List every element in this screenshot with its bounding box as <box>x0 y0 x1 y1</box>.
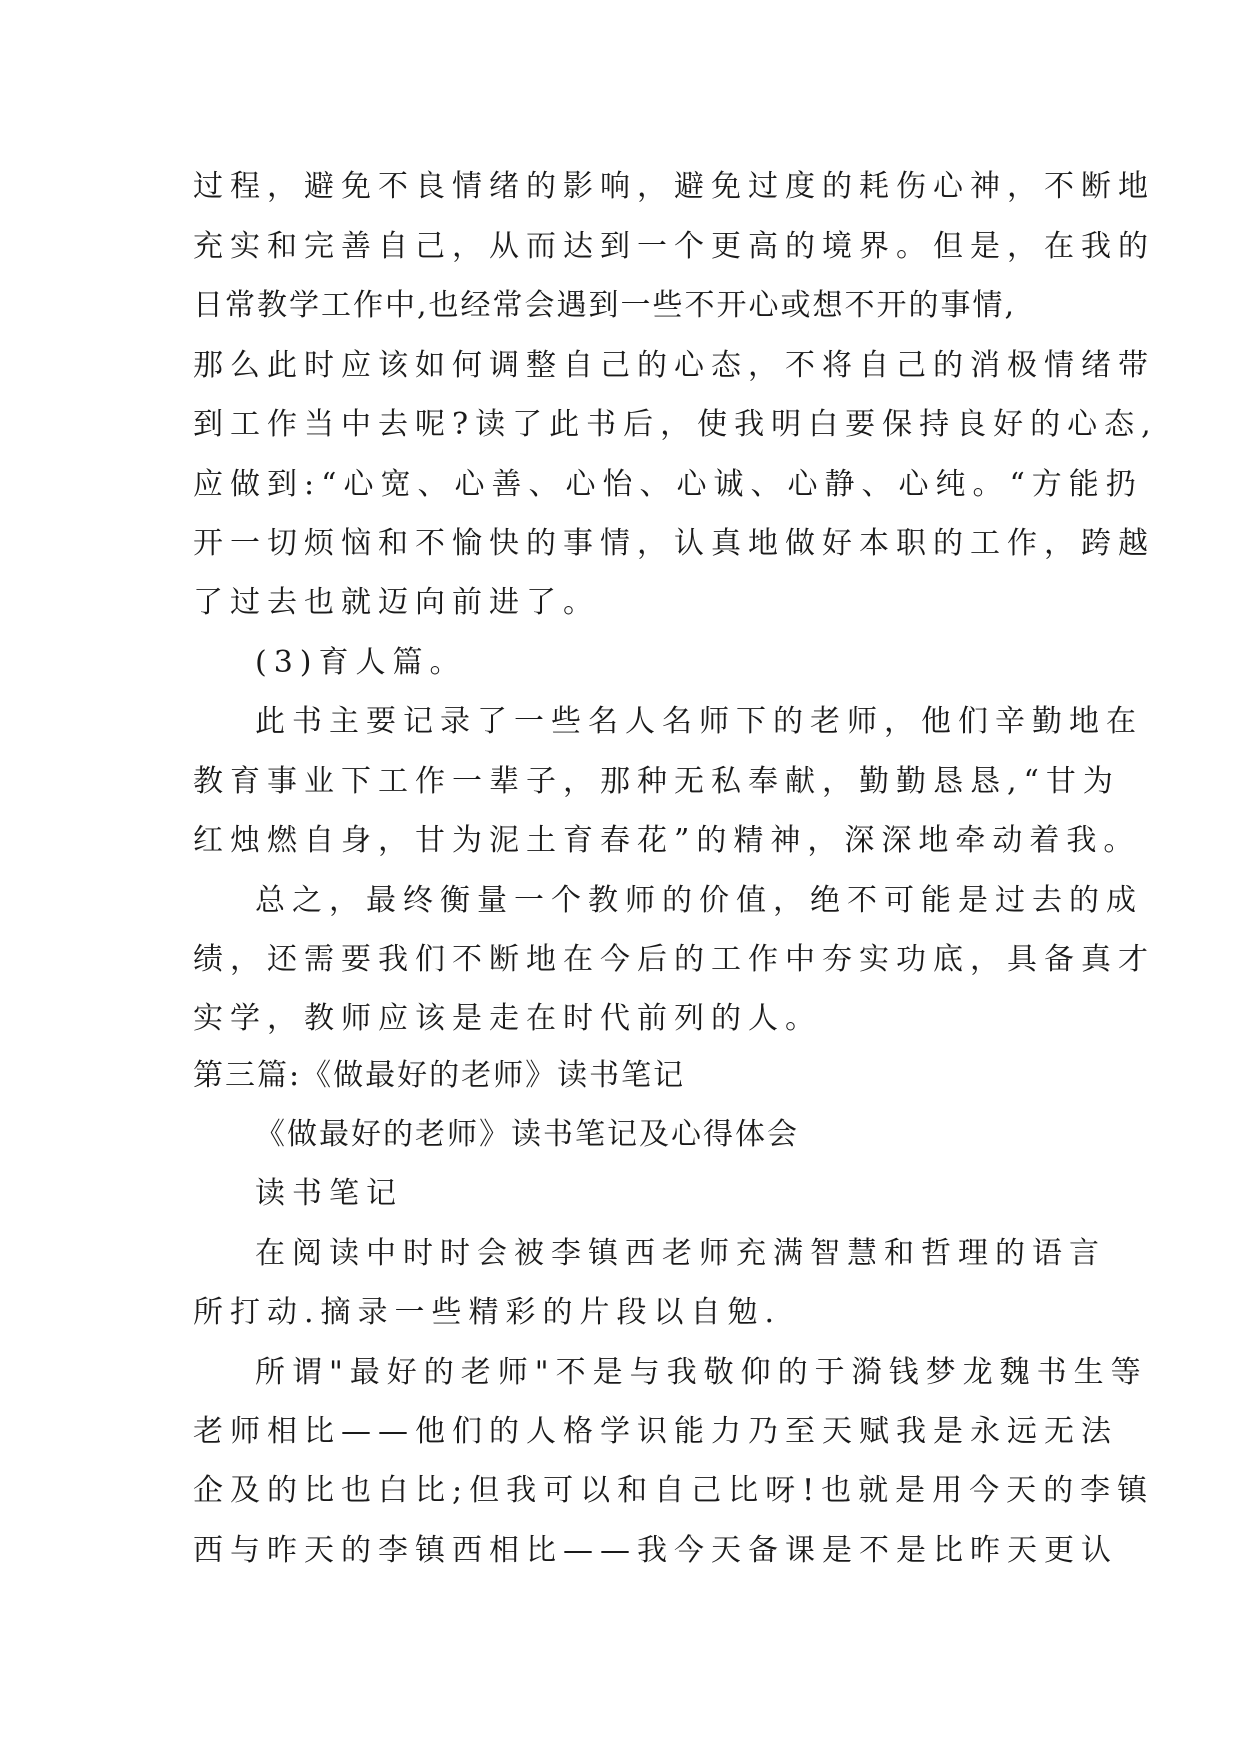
paragraph-line: 那么此时应该如何调整自己的心态，不将自己的消极情绪带 <box>193 348 1155 383</box>
paragraph-line: 充实和完善自己，从而达到一个更高的境界。但是，在我的 <box>193 229 1155 264</box>
paragraph-line: 所谓"最好的老师"不是与我敬仰的于漪钱梦龙魏书生等 <box>255 1355 1148 1390</box>
paragraph-line: 此书主要记录了一些名人名师下的老师，他们辛勤地在 <box>255 704 1143 739</box>
paragraph-line: 过程，避免不良情绪的影响，避免过度的耗伤心神，不断地 <box>193 169 1155 204</box>
chapter-title: 第三篇:《做最好的老师》读书笔记 <box>193 1058 686 1093</box>
paragraph-line: 在阅读中时时会被李镇西老师充满智慧和哲理的语言 <box>255 1236 1106 1271</box>
section-heading: (3)育人篇。 <box>255 645 467 680</box>
paragraph-line: 西与昨天的李镇西相比——我今天备课是不是比昨天更认 <box>193 1533 1118 1568</box>
paragraph-line: 实学，教师应该是走在时代前列的人。 <box>193 1001 822 1036</box>
paragraph-line: 应做到:“心宽、心善、心怡、心诚、心静、心纯。“方能扔 <box>193 467 1143 502</box>
section-heading: 读书笔记 <box>255 1176 403 1211</box>
paragraph-line: 教育事业下工作一辈子，那种无私奉献，勤勤恳恳,“甘为 <box>193 764 1120 799</box>
article-title: 《做最好的老师》读书笔记及心得体会 <box>255 1117 799 1152</box>
paragraph-line: 总之，最终衡量一个教师的价值，绝不可能是过去的成 <box>255 883 1143 918</box>
paragraph-line: 开一切烦恼和不愉快的事情，认真地做好本职的工作，跨越 <box>193 526 1155 561</box>
paragraph-line: 所打动.摘录一些精彩的片段以自勉. <box>193 1295 782 1330</box>
paragraph-line: 到工作当中去呢?读了此书后，使我明白要保持良好的心态, <box>193 407 1158 442</box>
paragraph-line: 红烛燃自身，甘为泥土育春花”的精神，深深地牵动着我。 <box>193 823 1141 858</box>
paragraph-line: 了过去也就迈向前进了。 <box>193 585 600 620</box>
paragraph-line: 绩，还需要我们不断地在今后的工作中夯实功底，具备真才 <box>193 942 1155 977</box>
paragraph-line: 日常教学工作中,也经常会遇到一些不开心或想不开的事情, <box>193 288 1017 323</box>
paragraph-line: 老师相比——他们的人格学识能力乃至天赋我是永远无法 <box>193 1414 1118 1449</box>
paragraph-line: 企及的比也白比;但我可以和自己比呀!也就是用今天的李镇 <box>193 1473 1155 1508</box>
